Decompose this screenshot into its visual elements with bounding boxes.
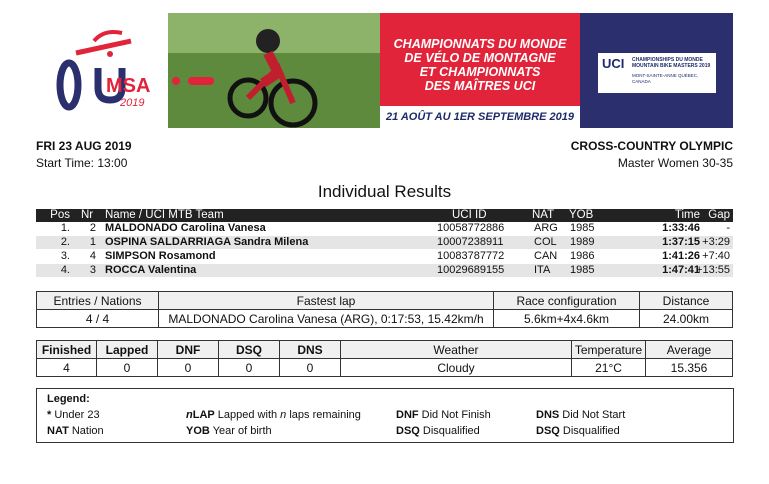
distance-label: Distance (640, 292, 733, 310)
champ-line-1: CHAMPIONNATS DU MONDE (393, 37, 567, 51)
mountain-biker-image (168, 13, 380, 128)
gap: - (726, 222, 730, 234)
legend-key: DNS (536, 409, 560, 421)
col-name: Name / UCI MTB Team (105, 209, 224, 221)
event-name: CROSS-COUNTRY OLYMPIC (570, 139, 733, 153)
msa-year: 2019 (120, 97, 145, 109)
col-yob: YOB (569, 209, 594, 221)
time: 1:47:41 (662, 264, 700, 276)
legend-desc: Nation (68, 425, 104, 437)
rider-name: SIMPSON Rosamond (105, 250, 216, 262)
uci-location: MONT-SAINTE-ANNE QUÉBEC, CANADA (632, 73, 699, 84)
legend-key: DNF (396, 409, 419, 421)
msa-text: MSA (106, 75, 151, 97)
legend-title: Legend: (47, 393, 90, 405)
yob: 1985 (570, 222, 595, 234)
entries-label: Entries / Nations (37, 292, 159, 310)
champ-dates: 21 AOÛT AU 1ER SEPTEMBRE 2019 (385, 111, 575, 123)
champ-dates-strip (380, 106, 580, 128)
legend-yob (186, 425, 272, 437)
nr: 3 (89, 264, 96, 276)
uci-panel (580, 13, 733, 128)
msa-logo (36, 13, 168, 128)
weather-label: Weather (341, 341, 572, 359)
yob: 1986 (570, 250, 595, 262)
legend-nlap (186, 409, 361, 421)
event-banner (36, 13, 733, 128)
results-header (36, 209, 733, 222)
legend-desc: laps remaining (286, 409, 361, 421)
lapped-value: 0 (97, 359, 158, 377)
legend-desc: Did Not Finish (418, 409, 491, 421)
pos: 1. (60, 222, 70, 234)
legend-dsq (396, 425, 480, 437)
nat: ARG (534, 222, 558, 234)
champ-line-4: DES MAÎTRES UCI (424, 79, 536, 93)
legend-box (36, 388, 734, 443)
weather-value: Cloudy (341, 359, 572, 377)
time: 1:33:46 (662, 222, 700, 234)
table-row (36, 264, 733, 277)
race-summary-table (36, 291, 733, 328)
nat: ITA (534, 264, 551, 276)
msa-bike-logo-icon (36, 13, 168, 128)
race-date: FRI 23 AUG 2019 (36, 139, 132, 153)
dns-label: DNS (280, 341, 341, 359)
pos: 2. (60, 236, 70, 248)
col-uci-id: UCI ID (452, 209, 487, 221)
yob: 1985 (570, 264, 595, 276)
nat: COL (534, 236, 557, 248)
finished-value: 4 (37, 359, 97, 377)
pos: 4. (60, 264, 70, 276)
col-pos: Pos (50, 209, 70, 221)
page-title: Individual Results (317, 182, 452, 201)
legend-key-n: n (186, 409, 193, 421)
legend-key: DSQ (536, 425, 560, 437)
legend-desc: Year of birth (209, 425, 272, 437)
dsq-value: 0 (219, 359, 280, 377)
temperature-value: 21°C (572, 359, 646, 377)
time: 1:37:15 (662, 236, 700, 248)
lapped-label: Lapped (97, 341, 158, 359)
average-value: 15.356 (646, 359, 733, 377)
legend-desc: Disqualified (559, 425, 620, 437)
champ-line-3: ET CHAMPIONNATS (419, 65, 541, 79)
temperature-label: Temperature (572, 341, 646, 359)
rider-photo (168, 13, 380, 128)
table-row (36, 250, 733, 263)
uci-id: 10007238911 (437, 236, 504, 248)
legend-key: DSQ (396, 425, 420, 437)
dns-value: 0 (280, 359, 341, 377)
nr: 1 (89, 236, 96, 248)
legend-desc: Disqualified (419, 425, 480, 437)
pos: 3. (60, 250, 70, 262)
entries-value: 4 / 4 (37, 310, 159, 328)
legend-dns (536, 409, 625, 421)
col-nat: NAT (532, 209, 555, 221)
table-row (36, 236, 733, 249)
uci-id: 10029689155 (437, 264, 505, 276)
championship-panel (380, 13, 580, 128)
finished-label: Finished (37, 341, 97, 359)
col-gap: Gap (708, 209, 730, 221)
legend-desc: Lapped with (214, 409, 281, 421)
legend-dsq-2 (536, 425, 620, 437)
nr: 2 (89, 222, 96, 234)
legend-under23 (47, 409, 100, 421)
col-nr: Nr (81, 209, 94, 221)
race-config-label: Race configuration (494, 292, 640, 310)
average-label: Average (646, 341, 733, 359)
uci-title: CHAMPIONSHIPS DU MONDE MOUNTAIN BIKE MASTERS 2019 (632, 57, 711, 69)
legend-desc: Did Not Start (559, 409, 626, 421)
champ-line-2: DE VÉLO DE MONTAGNE (404, 51, 556, 65)
dnf-label: DNF (158, 341, 219, 359)
legend-key: * (47, 409, 52, 421)
legend-key: NAT (47, 425, 69, 437)
gap: +3:29 (702, 236, 730, 248)
legend-key: LAP (192, 409, 215, 421)
race-config-value: 5.6km+4x4.6km (494, 310, 640, 328)
legend-desc: Under 23 (51, 409, 100, 421)
uci-id: 10058772886 (437, 222, 505, 234)
yob: 1989 (570, 236, 595, 248)
uci-logo: UCI (602, 56, 625, 71)
nat: CAN (534, 250, 558, 262)
gap: +7:40 (702, 250, 730, 262)
rider-name: OSPINA SALDARRIAGA Sandra Milena (105, 236, 309, 248)
category: Master Women 30-35 (617, 156, 733, 170)
race-stats-table (36, 340, 733, 377)
rider-name: ROCCA Valentina (105, 264, 197, 276)
time: 1:41:26 (662, 250, 700, 262)
start-time: Start Time: 13:00 (36, 156, 128, 170)
legend-key: YOB (186, 425, 210, 437)
legend-dnf (396, 409, 491, 421)
gap: +13:55 (696, 264, 730, 276)
rider-name: MALDONADO Carolina Vanesa (105, 222, 266, 234)
distance-value: 24.00km (640, 310, 733, 328)
uci-id: 10083787772 (437, 250, 505, 262)
dnf-value: 0 (158, 359, 219, 377)
fastest-lap-value: MALDONADO Carolina Vanesa (ARG), 0:17:53, 15.42km/h (159, 310, 494, 328)
dsq-label: DSQ (219, 341, 280, 359)
legend-desc-n: n (280, 409, 287, 421)
uci-card (598, 53, 716, 93)
col-time: Time (674, 209, 700, 221)
legend-nat (47, 425, 104, 437)
table-row (36, 222, 733, 235)
nr: 4 (89, 250, 96, 262)
fastest-lap-label: Fastest lap (159, 292, 494, 310)
